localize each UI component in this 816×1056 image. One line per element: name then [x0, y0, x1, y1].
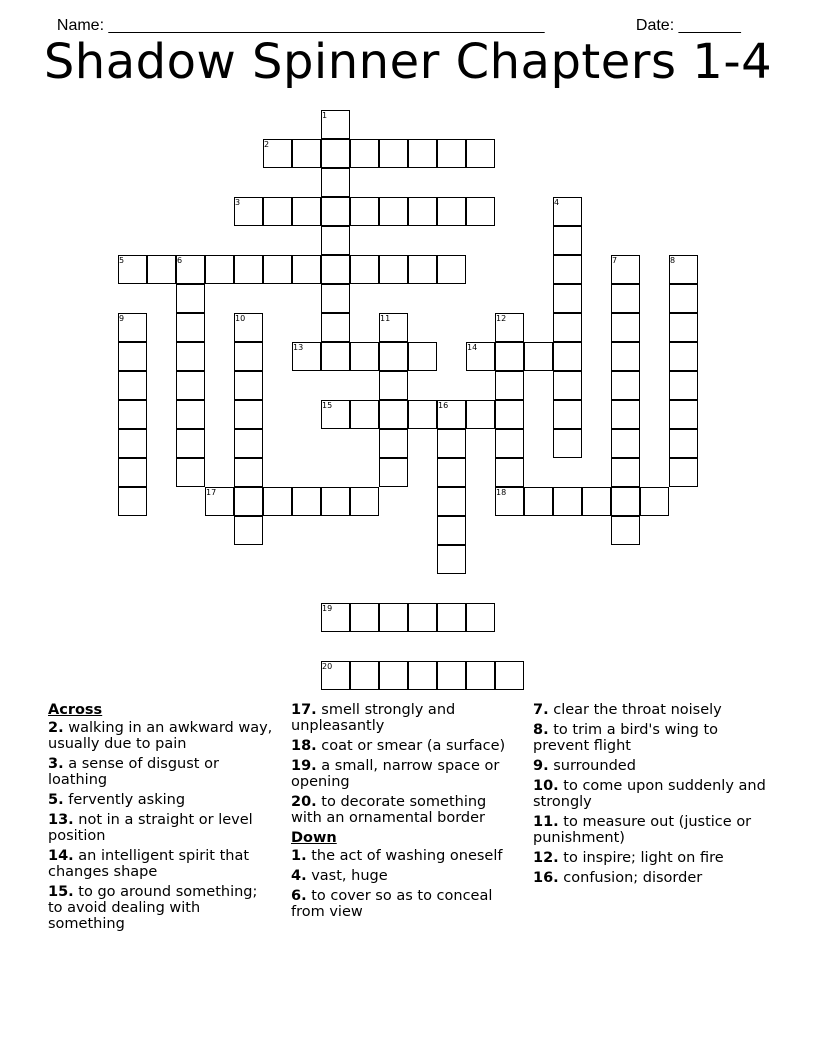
grid-cell[interactable]: [321, 168, 350, 197]
clue-down-4: [291, 868, 516, 884]
grid-cell[interactable]: [611, 313, 640, 342]
clue-text: a sense of disgust or loathing: [48, 756, 219, 788]
clue-text: confusion; disorder: [563, 870, 703, 886]
grid-cell[interactable]: [408, 342, 437, 371]
grid-cell[interactable]: [611, 458, 640, 487]
grid-cell[interactable]: [553, 400, 582, 429]
grid-cell[interactable]: [553, 487, 582, 516]
clue-start-number: 4: [554, 198, 560, 207]
clue-text: an intelligent spirit that changes shape: [48, 848, 250, 880]
clue-text: walking in an awkward way, usually due to pain: [48, 720, 273, 752]
clue-down-7: [533, 702, 773, 718]
grid-cell[interactable]: [553, 429, 582, 458]
grid-cell[interactable]: [437, 255, 466, 284]
grid-cell[interactable]: [176, 313, 205, 342]
clue-start-number: 6: [177, 256, 183, 265]
grid-cell[interactable]: [669, 458, 698, 487]
grid-cell[interactable]: [553, 226, 582, 255]
grid-cell[interactable]: [379, 342, 408, 371]
clue-number: 20.: [291, 794, 317, 810]
grid-cell[interactable]: [205, 255, 234, 284]
grid-cell[interactable]: [379, 603, 408, 632]
grid-cell[interactable]: [611, 284, 640, 313]
clue-text: to measure out (justice or punishment): [533, 814, 752, 846]
grid-cell[interactable]: [379, 429, 408, 458]
clue-number: 19.: [291, 758, 317, 774]
clue-down-6: [291, 888, 516, 920]
grid-cell[interactable]: [437, 458, 466, 487]
clue-down-10: [533, 778, 773, 810]
grid-cell[interactable]: [292, 139, 321, 168]
grid-cell[interactable]: [321, 284, 350, 313]
grid-cell[interactable]: [118, 429, 147, 458]
grid-cell[interactable]: [350, 342, 379, 371]
grid-cell[interactable]: [495, 342, 524, 371]
grid-cell[interactable]: [524, 342, 553, 371]
clue-text: smell strongly and unpleasantly: [291, 702, 456, 734]
page-title: Shadow Spinner Chapters 1-4: [43, 34, 773, 90]
clue-across-2: [48, 720, 273, 752]
grid-cell[interactable]: [466, 139, 495, 168]
grid-cell[interactable]: [321, 197, 350, 226]
clue-text: to cover so as to conceal from view: [291, 888, 493, 920]
grid-cell[interactable]: [437, 603, 466, 632]
grid-cell[interactable]: [234, 371, 263, 400]
grid-cell[interactable]: [292, 197, 321, 226]
down-heading: Down: [291, 830, 337, 846]
grid-cell[interactable]: [234, 458, 263, 487]
grid-cell[interactable]: [350, 487, 379, 516]
grid-cell[interactable]: [669, 371, 698, 400]
clues-column-1: [48, 702, 273, 936]
grid-cell[interactable]: [437, 429, 466, 458]
grid-cell[interactable]: [553, 313, 582, 342]
grid-cell[interactable]: [408, 603, 437, 632]
clue-number: 14.: [48, 848, 74, 864]
date-label: Date:: [635, 17, 679, 34]
clue-text: to inspire; light on fire: [563, 850, 724, 866]
clue-text: vast, huge: [311, 868, 388, 884]
grid-cell[interactable]: [611, 516, 640, 545]
grid-cell[interactable]: [118, 371, 147, 400]
clue-text: clear the throat noisely: [553, 702, 722, 718]
clue-start-number: 1: [322, 111, 328, 120]
grid-cell[interactable]: [611, 429, 640, 458]
clue-number: 11.: [533, 814, 559, 830]
grid-cell[interactable]: [379, 139, 408, 168]
grid-cell[interactable]: [408, 400, 437, 429]
clue-number: 7.: [533, 702, 549, 718]
grid-cell[interactable]: [408, 255, 437, 284]
grid-cell[interactable]: [321, 313, 350, 342]
grid-cell[interactable]: [234, 487, 263, 516]
grid-cell[interactable]: [350, 197, 379, 226]
grid-cell[interactable]: [379, 400, 408, 429]
grid-cell[interactable]: [321, 342, 350, 371]
grid-cell[interactable]: [292, 255, 321, 284]
clue-text: to go around something; to avoid dealing with something: [48, 884, 258, 932]
clue-down-9: [533, 758, 773, 774]
grid-cell[interactable]: [176, 429, 205, 458]
grid-cell[interactable]: [495, 400, 524, 429]
grid-cell[interactable]: [611, 371, 640, 400]
grid-cell[interactable]: [234, 429, 263, 458]
clues-column-3: [533, 702, 773, 890]
clue-number: 3.: [48, 756, 64, 772]
grid-cell[interactable]: [669, 313, 698, 342]
clue-down-1: [291, 848, 516, 864]
clue-start-number: 17: [206, 488, 217, 497]
grid-cell[interactable]: [234, 400, 263, 429]
grid-cell[interactable]: [553, 284, 582, 313]
clue-number: 12.: [533, 850, 559, 866]
name-line[interactable]: _________________________________________________: [108, 17, 545, 34]
grid-cell[interactable]: [321, 487, 350, 516]
grid-cell[interactable]: [321, 255, 350, 284]
clue-across-18: [291, 738, 516, 754]
grid-cell[interactable]: [118, 487, 147, 516]
grid-cell[interactable]: [437, 139, 466, 168]
grid-cell[interactable]: [379, 371, 408, 400]
grid-cell[interactable]: [437, 487, 466, 516]
grid-cell[interactable]: [582, 487, 611, 516]
clue-start-number: 18: [496, 488, 507, 497]
clue-start-number: 5: [119, 256, 125, 265]
clue-across-20: [291, 794, 516, 826]
clue-text: the act of washing oneself: [311, 848, 503, 864]
grid-cell[interactable]: [408, 197, 437, 226]
grid-cell[interactable]: [176, 284, 205, 313]
clue-number: 16.: [533, 870, 559, 886]
clue-across-5: [48, 792, 273, 808]
grid-cell[interactable]: [669, 400, 698, 429]
grid-cell[interactable]: [495, 429, 524, 458]
clue-text: to come upon suddenly and strongly: [533, 778, 766, 810]
clue-across-15: [48, 884, 273, 932]
clue-text: to trim a bird's wing to prevent flight: [533, 722, 719, 754]
grid-cell[interactable]: [234, 516, 263, 545]
grid-cell[interactable]: [553, 255, 582, 284]
clue-text: not in a straight or level position: [48, 812, 253, 844]
grid-cell[interactable]: [263, 197, 292, 226]
clue-start-number: 15: [322, 401, 333, 410]
grid-cell[interactable]: [437, 545, 466, 574]
clue-text: fervently asking: [68, 792, 186, 808]
grid-cell[interactable]: [408, 139, 437, 168]
grid-cell[interactable]: [176, 400, 205, 429]
clue-number: 18.: [291, 738, 317, 754]
grid-cell[interactable]: [176, 342, 205, 371]
grid-cell[interactable]: [640, 487, 669, 516]
grid-cell[interactable]: [350, 139, 379, 168]
clue-down-16: [533, 870, 773, 886]
grid-cell[interactable]: [495, 458, 524, 487]
grid-cell[interactable]: [118, 400, 147, 429]
grid-cell[interactable]: [118, 458, 147, 487]
clue-start-number: 19: [322, 604, 333, 613]
clue-start-number: 10: [235, 314, 246, 323]
clue-number: 17.: [291, 702, 317, 718]
grid-cell[interactable]: [553, 342, 582, 371]
clue-text: coat or smear (a surface): [321, 738, 506, 754]
clue-start-number: 11: [380, 314, 391, 323]
clues-column-2: [291, 702, 516, 924]
grid-cell[interactable]: [350, 661, 379, 690]
clue-across-17: [291, 702, 516, 734]
clue-start-number: 9: [119, 314, 125, 323]
grid-cell[interactable]: [350, 400, 379, 429]
clue-across-13: [48, 812, 273, 844]
clue-start-number: 20: [322, 662, 333, 671]
grid-cell[interactable]: [379, 661, 408, 690]
grid-cell[interactable]: [408, 661, 437, 690]
across-heading: Across: [48, 702, 103, 718]
grid-cell[interactable]: [495, 661, 524, 690]
grid-cell[interactable]: [611, 487, 640, 516]
grid-cell[interactable]: [466, 603, 495, 632]
grid-cell[interactable]: [379, 255, 408, 284]
grid-cell[interactable]: [176, 458, 205, 487]
clue-number: 15.: [48, 884, 74, 900]
grid-cell[interactable]: [292, 487, 321, 516]
grid-cell[interactable]: [466, 661, 495, 690]
grid-cell[interactable]: [611, 400, 640, 429]
clue-number: 4.: [291, 868, 307, 884]
clue-start-number: 16: [438, 401, 449, 410]
grid-cell[interactable]: [263, 255, 292, 284]
clue-start-number: 12: [496, 314, 507, 323]
clue-number: 5.: [48, 792, 64, 808]
grid-cell[interactable]: [234, 342, 263, 371]
grid-cell[interactable]: [437, 197, 466, 226]
grid-cell[interactable]: [669, 429, 698, 458]
clue-start-number: 14: [467, 343, 478, 352]
clue-across-19: [291, 758, 516, 790]
grid-cell[interactable]: [669, 284, 698, 313]
clue-start-number: 2: [264, 140, 270, 149]
grid-cell[interactable]: [437, 661, 466, 690]
grid-cell[interactable]: [669, 342, 698, 371]
grid-cell[interactable]: [466, 400, 495, 429]
grid-cell[interactable]: [321, 226, 350, 255]
grid-cell[interactable]: [524, 487, 553, 516]
clue-start-number: 7: [612, 256, 618, 265]
grid-cell[interactable]: [350, 255, 379, 284]
clue-across-14: [48, 848, 273, 880]
grid-cell[interactable]: [553, 371, 582, 400]
grid-cell[interactable]: [176, 371, 205, 400]
clue-text: a small, narrow space or opening: [291, 758, 500, 790]
clue-number: 6.: [291, 888, 307, 904]
clue-down-12: [533, 850, 773, 866]
grid-cell[interactable]: [147, 255, 176, 284]
clue-number: 13.: [48, 812, 74, 828]
clue-across-3: [48, 756, 273, 788]
grid-cell[interactable]: [350, 603, 379, 632]
grid-cell[interactable]: [495, 371, 524, 400]
clue-number: 1.: [291, 848, 307, 864]
grid-cell[interactable]: [379, 197, 408, 226]
clue-start-number: 8: [670, 256, 676, 265]
grid-cell[interactable]: [611, 342, 640, 371]
grid-cell[interactable]: [379, 458, 408, 487]
grid-cell[interactable]: [437, 516, 466, 545]
clue-start-number: 3: [235, 198, 241, 207]
clue-number: 10.: [533, 778, 559, 794]
grid-cell[interactable]: [466, 197, 495, 226]
grid-cell[interactable]: [234, 255, 263, 284]
clue-down-8: [533, 722, 773, 754]
grid-cell[interactable]: [263, 487, 292, 516]
clue-number: 2.: [48, 720, 64, 736]
grid-cell[interactable]: [118, 342, 147, 371]
clue-down-11: [533, 814, 773, 846]
name-label: Name:: [56, 17, 109, 34]
clue-text: to decorate something with an ornamental border: [291, 794, 487, 826]
clue-text: surrounded: [553, 758, 636, 774]
date-line[interactable]: _______: [678, 17, 741, 34]
clue-start-number: 13: [293, 343, 304, 352]
grid-cell[interactable]: [321, 139, 350, 168]
clue-number: 9.: [533, 758, 549, 774]
clue-number: 8.: [533, 722, 549, 738]
